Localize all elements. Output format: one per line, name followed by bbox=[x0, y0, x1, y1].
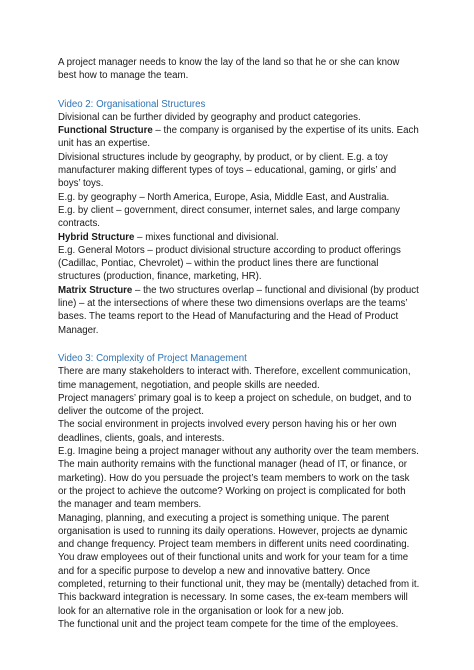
paragraph: Project managers’ primary goal is to keep a project on schedule, on budget, and to deliver the outcome of the project. bbox=[58, 392, 412, 418]
term-hybrid-structure: Hybrid Structure bbox=[58, 231, 135, 243]
paragraph-hybrid-structure bbox=[58, 231, 420, 244]
paragraph: There are many stakeholders to interact with. Therefore, excellent communication, time management, negotiation, and people skills are needed. bbox=[58, 366, 411, 391]
term-functional-structure: Functional Structure bbox=[58, 125, 153, 137]
definition-text: – mixes functional and divisional. bbox=[134, 231, 279, 243]
paragraph: Divisional structures include by geography, by product, or by client. E.g. a toy manufacturer making different types of toys – educational, gaming, or girls’ and boys’ toys. bbox=[58, 151, 397, 190]
paragraph: E.g. by geography – North America, Europe, Asia, Middle East, and Australia. bbox=[58, 191, 390, 203]
paragraph: The functional unit and the project team compete for the time of the employees. bbox=[58, 618, 399, 630]
document-body bbox=[58, 56, 420, 631]
definition-text: – the company is organised by the expertise of its units. Each unit has an expertise. bbox=[58, 125, 419, 150]
term-matrix-structure: Matrix Structure bbox=[58, 284, 133, 296]
paragraph: E.g. General Motors – product divisional structure according to product offerings (Cadillac, Pontiac, Chevrolet) – within the product lines there are functional structures (production, finance, marketing, HR). bbox=[58, 244, 401, 283]
definition-text: – the two structures overlap – functional and divisional (by product line) – at the intersections of where these two dimensions overlaps are the teams’ bases. The teams report to the Head of Manufacturing and the Head of Product Manager. bbox=[58, 284, 419, 336]
paragraph-matrix-structure bbox=[58, 284, 420, 337]
paragraph: E.g. Imagine being a project manager without any authority over the team members. The main authority remains with the functional manager (head of IT, or finance, or marketing). How do you persuade the project’s team members to work on the task or the project to achieve the outcome? Working on project is complicated for both the manager and team members. bbox=[58, 446, 419, 511]
section-heading-video-2: Video 2: Organisational Structures bbox=[58, 98, 206, 110]
paragraph: You draw employees out of their functional units and work for your team for a time and for a specific purpose to develop a new and innovative battery. Once completed, returning to their functional unit, they may be (mentally) detached from it. This backward integration is necessary. In some cases, the ex-team members will look for an alternative role in the organisation or look for a new job. bbox=[58, 552, 420, 617]
paragraph-functional-structure bbox=[58, 124, 420, 151]
paragraph: The social environment in projects involved every person having his or her own deadlines, clients, goals, and interests. bbox=[58, 419, 397, 444]
intro-paragraph: A project manager needs to know the lay of the land so that he or she can know best how to manage the team. bbox=[58, 57, 400, 82]
paragraph: Divisional can be further divided by geography and product categories. bbox=[58, 111, 361, 123]
section-heading-video-3: Video 3: Complexity of Project Management bbox=[58, 352, 247, 364]
paragraph: E.g. by client – government, direct consumer, internet sales, and large company contracts. bbox=[58, 204, 400, 230]
paragraph: Managing, planning, and executing a project is something unique. The parent organisation is used to running its daily operations. However, projects ae dynamic and change frequency. Project team members in different units need coordinating. bbox=[58, 512, 410, 551]
